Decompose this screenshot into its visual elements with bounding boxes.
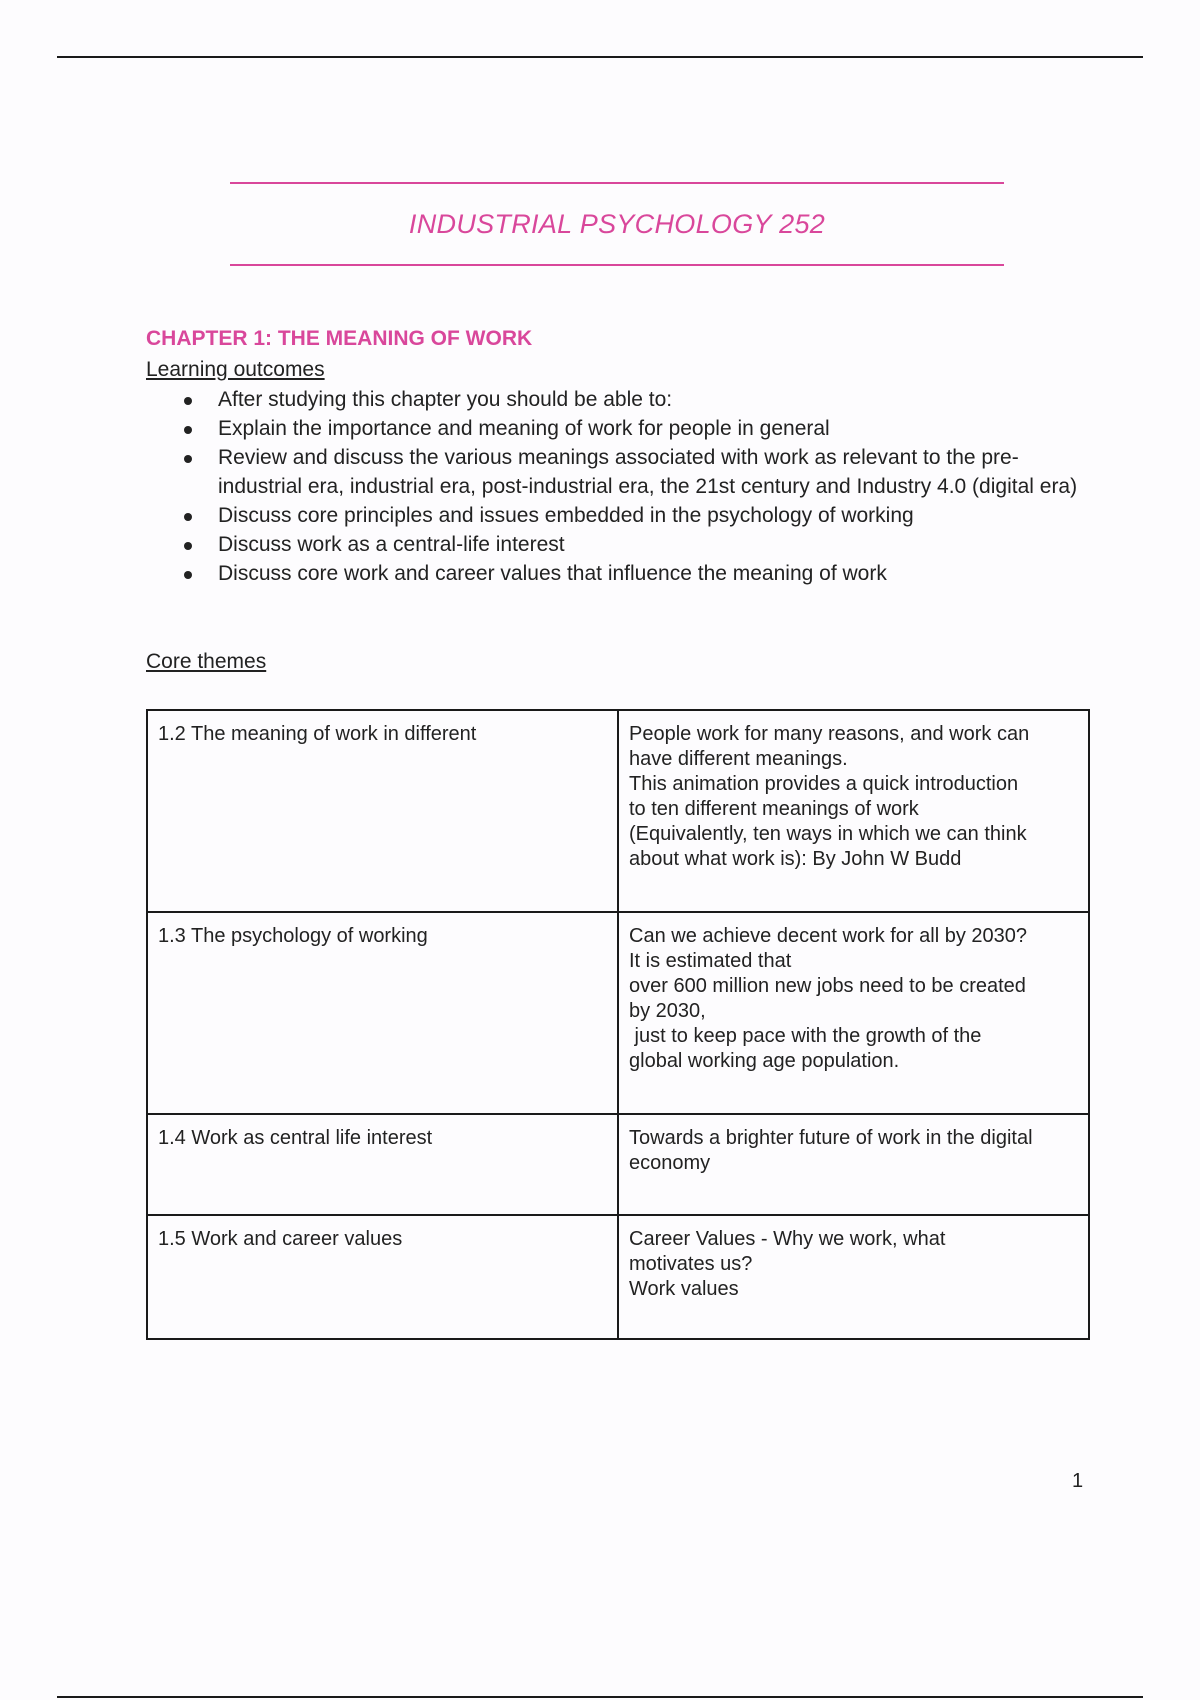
theme-cell: 1.3 The psychology of working: [147, 912, 618, 1114]
list-item: [146, 501, 1086, 530]
list-item: [146, 443, 1086, 501]
list-item-text: Review and discuss the various meanings associated with work as relevant to the pre-industrial era, industrial era, post-industrial era, the 21st century and Industry 4.0 (digital era): [218, 446, 1078, 498]
table-row: [147, 912, 1089, 1114]
description-line: over 600 million new jobs need to be created: [629, 975, 1026, 997]
description-line: Career Values - Why we work, what: [629, 1228, 946, 1250]
learning-outcomes-heading: Learning outcomes: [146, 358, 325, 381]
core-themes-table: [146, 709, 1090, 1340]
theme-cell: 1.4 Work as central life interest: [147, 1114, 618, 1215]
list-item-text: Discuss work as a central-life interest: [218, 533, 565, 556]
description-line: It is estimated that: [629, 950, 792, 972]
description-line: about what work is): By John W Budd: [629, 848, 962, 870]
list-item: [146, 530, 1086, 559]
list-item-text: Explain the importance and meaning of work for people in general: [218, 417, 830, 440]
bullet-icon: [184, 426, 192, 434]
title-banner: [230, 182, 1004, 266]
description-line: by 2030,: [629, 1000, 706, 1022]
page-number: 1: [1072, 1470, 1084, 1492]
list-item: [146, 414, 1086, 443]
description-line: Can we achieve decent work for all by 2030?: [629, 925, 1028, 947]
learning-outcomes-list: [146, 385, 1086, 588]
core-themes-heading: Core themes: [146, 650, 267, 673]
description-line: Work values: [629, 1278, 739, 1300]
description-line: just to keep pace with the growth of the: [629, 1025, 982, 1047]
table-row: [147, 1215, 1089, 1339]
description-line: This animation provides a quick introduction: [629, 773, 1019, 795]
description-cell: [618, 710, 1089, 912]
theme-cell: 1.5 Work and career values: [147, 1215, 618, 1339]
description-line: (Equivalently, ten ways in which we can think: [629, 823, 1027, 845]
description-line: economy: [629, 1152, 711, 1174]
description-line: have different meanings.: [629, 748, 848, 770]
bullet-icon: [184, 455, 192, 463]
footer-divider: [57, 1696, 1143, 1698]
list-item-text: Discuss core work and career values that influence the meaning of work: [218, 562, 887, 585]
theme-cell: 1.2 The meaning of work in different: [147, 710, 618, 912]
description-cell: [618, 912, 1089, 1114]
description-cell: [618, 1215, 1089, 1339]
table-row: [147, 1114, 1089, 1215]
document-title: INDUSTRIAL PSYCHOLOGY 252: [408, 208, 826, 239]
description-line: to ten different meanings of work: [629, 798, 919, 820]
description-line: global working age population.: [629, 1050, 900, 1072]
description-line: Towards a brighter future of work in the digital: [629, 1127, 1033, 1149]
list-item-text: After studying this chapter you should be able to:: [218, 388, 673, 411]
header-divider: [57, 56, 1143, 58]
description-cell: [618, 1114, 1089, 1215]
list-item: [146, 559, 1086, 588]
list-item: [146, 385, 1086, 414]
bullet-icon: [184, 513, 192, 521]
table-row: [147, 710, 1089, 912]
bullet-icon: [184, 571, 192, 579]
description-line: motivates us?: [629, 1253, 753, 1275]
list-item-text: Discuss core principles and issues embedded in the psychology of working: [218, 504, 914, 527]
description-line: People work for many reasons, and work can: [629, 723, 1030, 745]
chapter-heading: CHAPTER 1: THE MEANING OF WORK: [146, 327, 533, 350]
bullet-icon: [184, 542, 192, 550]
bullet-icon: [184, 397, 192, 405]
